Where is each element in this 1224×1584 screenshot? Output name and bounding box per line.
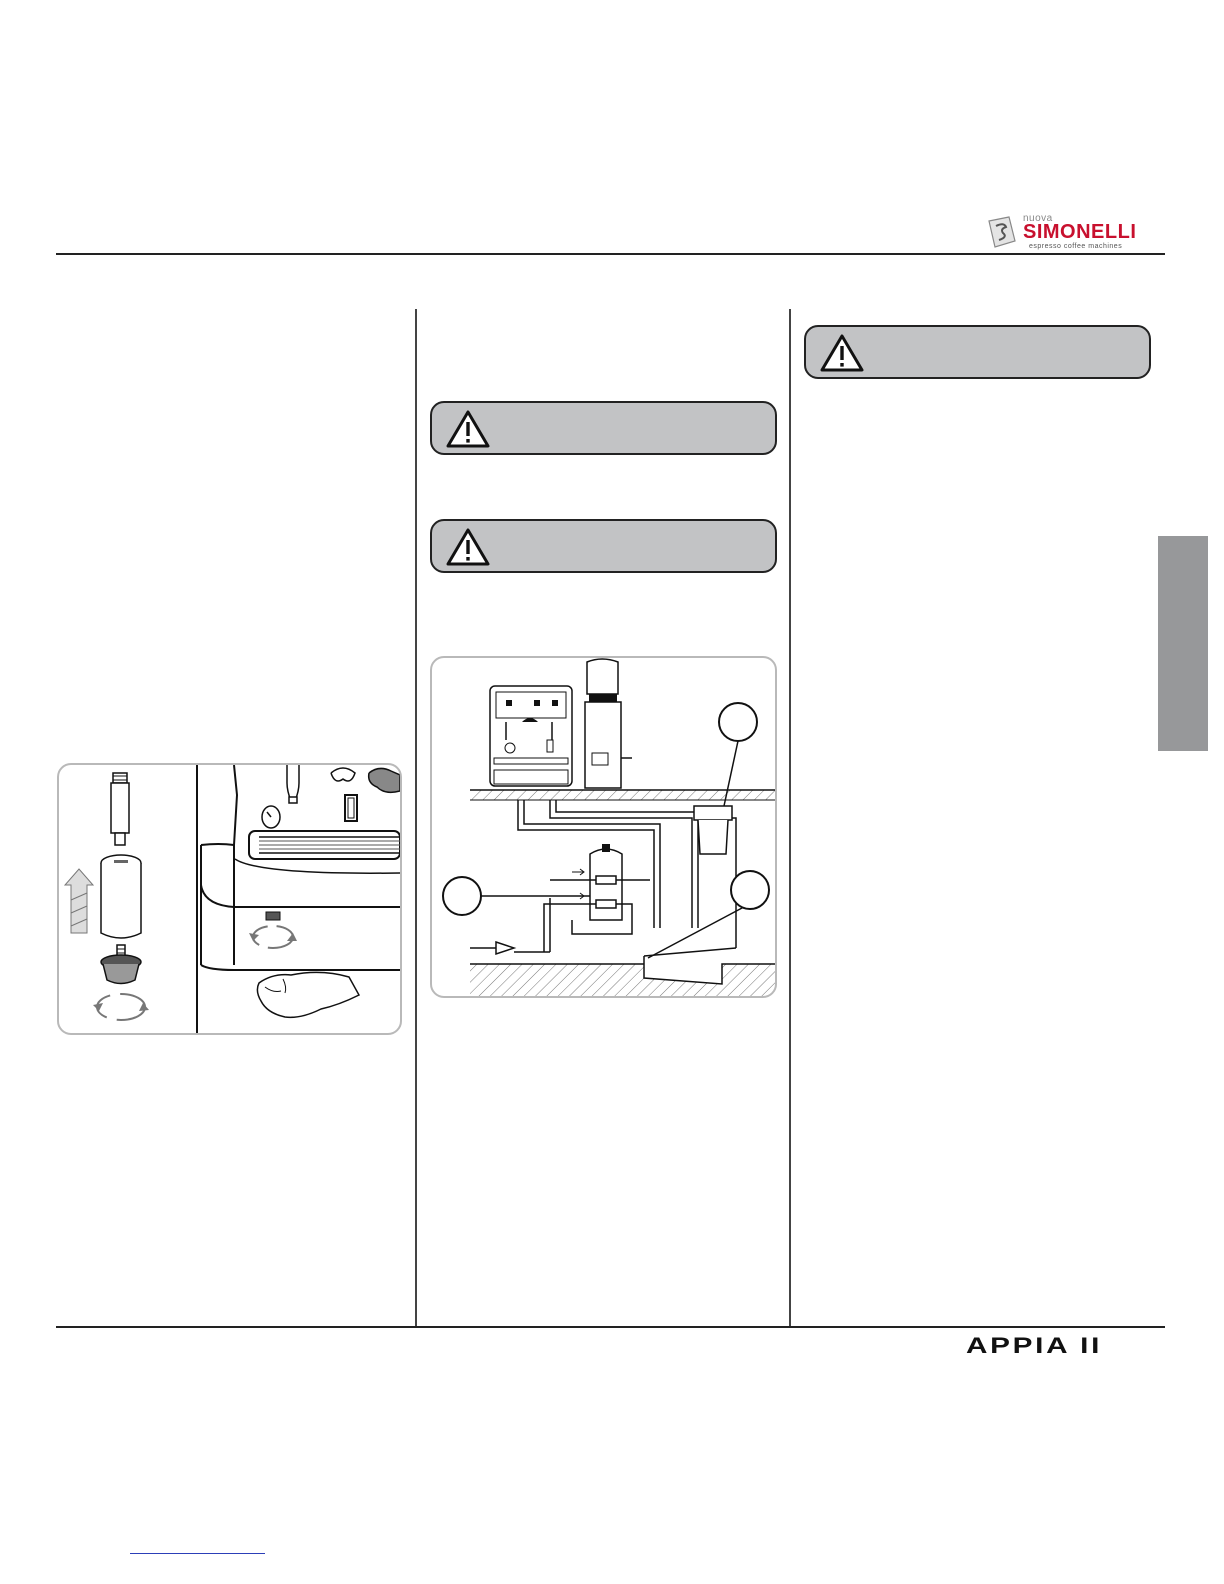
model-name: APPIA II (966, 1333, 1103, 1358)
warning-box-3 (804, 325, 1151, 379)
warning-triangle-icon (445, 527, 491, 567)
water-connection-diagram (432, 658, 775, 996)
column-divider-right (789, 309, 791, 1327)
bottom-link-underline (130, 1553, 265, 1554)
warning-box-1 (430, 401, 777, 455)
figure-water-connection (430, 656, 777, 998)
brand-tagline: espresso coffee machines (1029, 243, 1123, 250)
column-divider-left (415, 309, 417, 1327)
foot-adjustment-illustration (59, 765, 400, 1033)
warning-box-2 (430, 519, 777, 573)
brand-name: SIMONELLI (1023, 221, 1137, 243)
header-rule (56, 253, 1165, 255)
warning-triangle-icon (819, 333, 865, 373)
brand-logo (985, 213, 1175, 253)
logo-mark-icon (985, 215, 1019, 249)
brand-small-text: nuova (1023, 213, 1053, 224)
figure-foot-adjustment (57, 763, 402, 1035)
warning-triangle-icon (445, 409, 491, 449)
section-side-tab (1158, 536, 1208, 751)
footer-rule (56, 1326, 1165, 1328)
